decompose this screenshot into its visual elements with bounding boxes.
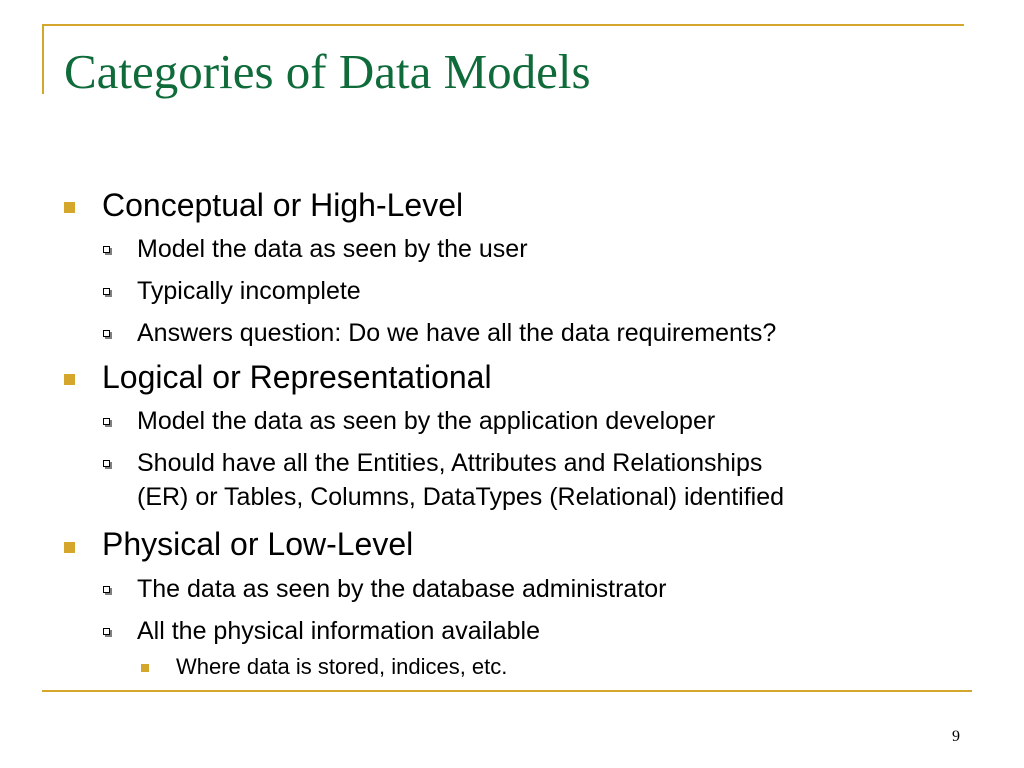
- sub-bullet-icon: [103, 288, 110, 295]
- bullet-square-icon: [64, 202, 75, 213]
- bullet-conceptual: Conceptual or High-Level: [102, 187, 464, 223]
- sub-bullet-text: Answers question: Do we have all the data requirements?: [137, 319, 777, 347]
- bullet-physical: Physical or Low-Level: [102, 526, 414, 562]
- sub-bullet-icon: [103, 246, 110, 253]
- sub-sub-bullet-text: Where data is stored, indices, etc.: [176, 654, 508, 679]
- sub-bullet-icon: [103, 586, 110, 593]
- sub-bullet-icon: [103, 460, 110, 467]
- sub-bullet-text-continuation: (ER) or Tables, Columns, DataTypes (Relational) identified: [137, 483, 785, 511]
- sub-bullet-text: Should have all the Entities, Attributes and Relationships: [137, 449, 763, 477]
- sub-bullet-icon: [103, 418, 110, 425]
- bullet-square-icon: [64, 542, 75, 553]
- slide-title: Categories of Data Models: [64, 44, 591, 99]
- footer-rule: [42, 690, 972, 692]
- page-number: 9: [952, 728, 960, 745]
- sub-bullet-icon: [103, 330, 110, 337]
- sub-bullet-text: Model the data as seen by the application developer: [137, 407, 716, 435]
- sub-sub-bullet-square-icon: [141, 664, 149, 672]
- sub-bullet-text: Typically incomplete: [137, 277, 361, 305]
- sub-bullet-text: The data as seen by the database administrator: [137, 575, 667, 603]
- sub-bullet-text: Model the data as seen by the user: [137, 235, 528, 263]
- bullet-square-icon: [64, 374, 75, 385]
- sub-bullet-icon: [103, 628, 110, 635]
- sub-bullet-text: All the physical information available: [137, 617, 540, 645]
- bullet-logical: Logical or Representational: [102, 359, 492, 395]
